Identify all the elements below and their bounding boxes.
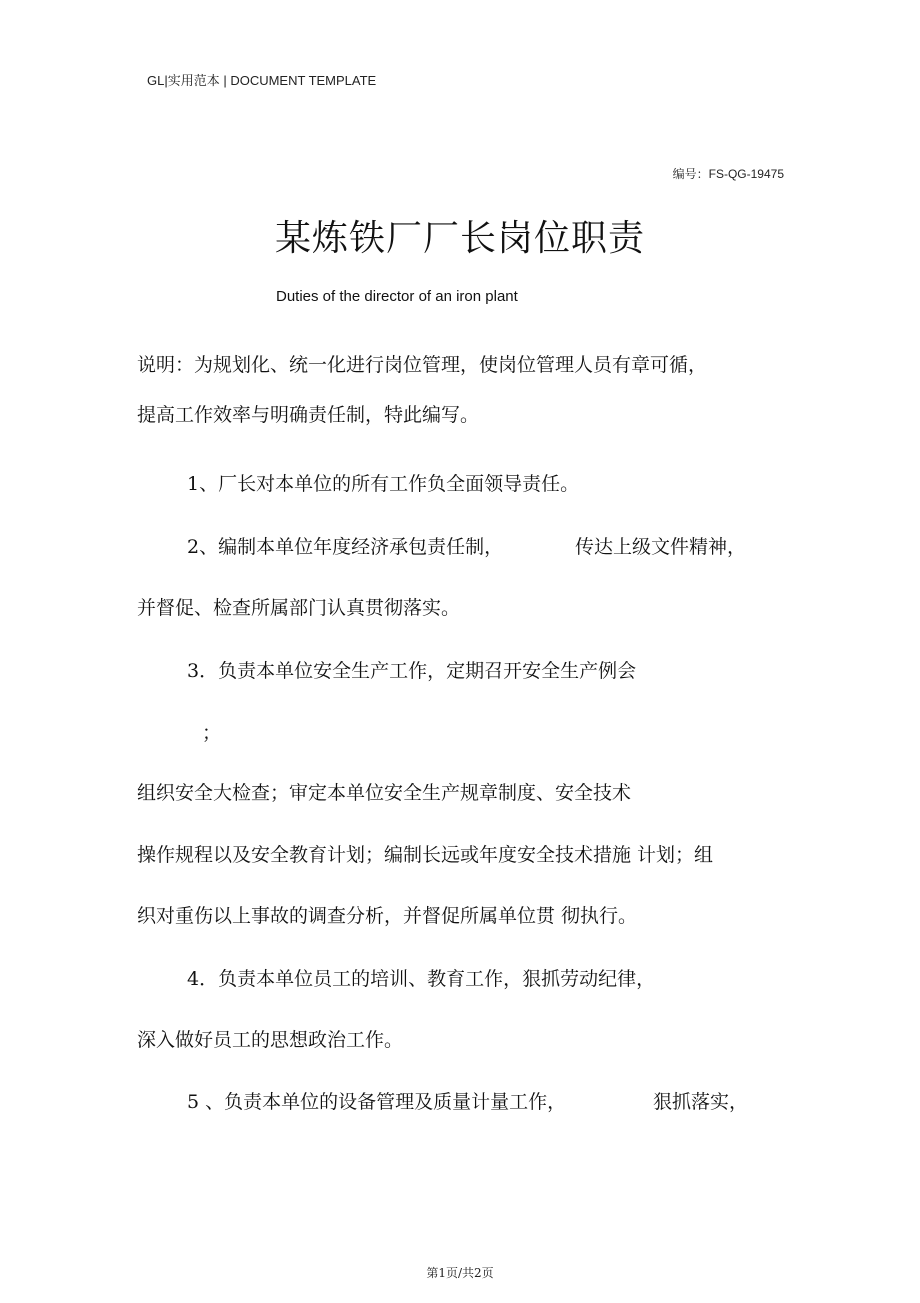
duty-item-2-part-2: 传达上级文件精神，	[575, 536, 747, 558]
duty-item-3-line-5: 织对重伤以上事故的调查分析，并督促所属单位贯 彻执行。	[137, 905, 638, 927]
duty-item-5-part-2: 狠抓落实，	[653, 1091, 749, 1113]
intro-line-1: 说明：为规划化、统一化进行岗位管理，使岗位管理人员有章可循，	[137, 354, 708, 376]
duty-item-4-line-2: 深入做好员工的思想政治工作。	[137, 1029, 404, 1051]
duty-item-3-line-4: 操作规程以及安全教育计划；编制长远或年度安全技术措施 计划；组	[137, 844, 714, 866]
duty-item-5-part-1: 5 、负责本单位的设备管理及质量计量工作，	[187, 1091, 567, 1113]
duty-item-3-line-1: 3．负责本单位安全生产工作，定期召开安全生产例会	[187, 660, 637, 682]
duty-item-3-semicolon: ；	[202, 722, 222, 744]
page-indicator: 第1页/共2页	[426, 1266, 494, 1280]
document-subtitle: Duties of the director of an iron plant	[276, 288, 518, 305]
document-number: 编号：FS-QG-19475	[672, 167, 784, 181]
duty-item-2-part-1: 2、编制本单位年度经济承包责任制，	[187, 536, 504, 558]
duty-item-4-line-1: 4．负责本单位员工的培训、教育工作，狠抓劳动纪律，	[187, 968, 656, 990]
duty-item-3-line-3: 组织安全大检查；审定本单位安全生产规章制度、安全技术	[137, 782, 632, 804]
header-label: GL|实用范本 | DOCUMENT TEMPLATE	[147, 73, 377, 88]
duty-item-2-line-2: 并督促、检查所属部门认真贯彻落实。	[137, 597, 461, 619]
document-title: 某炼铁厂厂长岗位职责	[274, 218, 645, 259]
intro-line-2: 提高工作效率与明确责任制，特此编写。	[137, 404, 480, 426]
duty-item-1: 1、厂长对本单位的所有工作负全面领导责任。	[187, 473, 580, 495]
